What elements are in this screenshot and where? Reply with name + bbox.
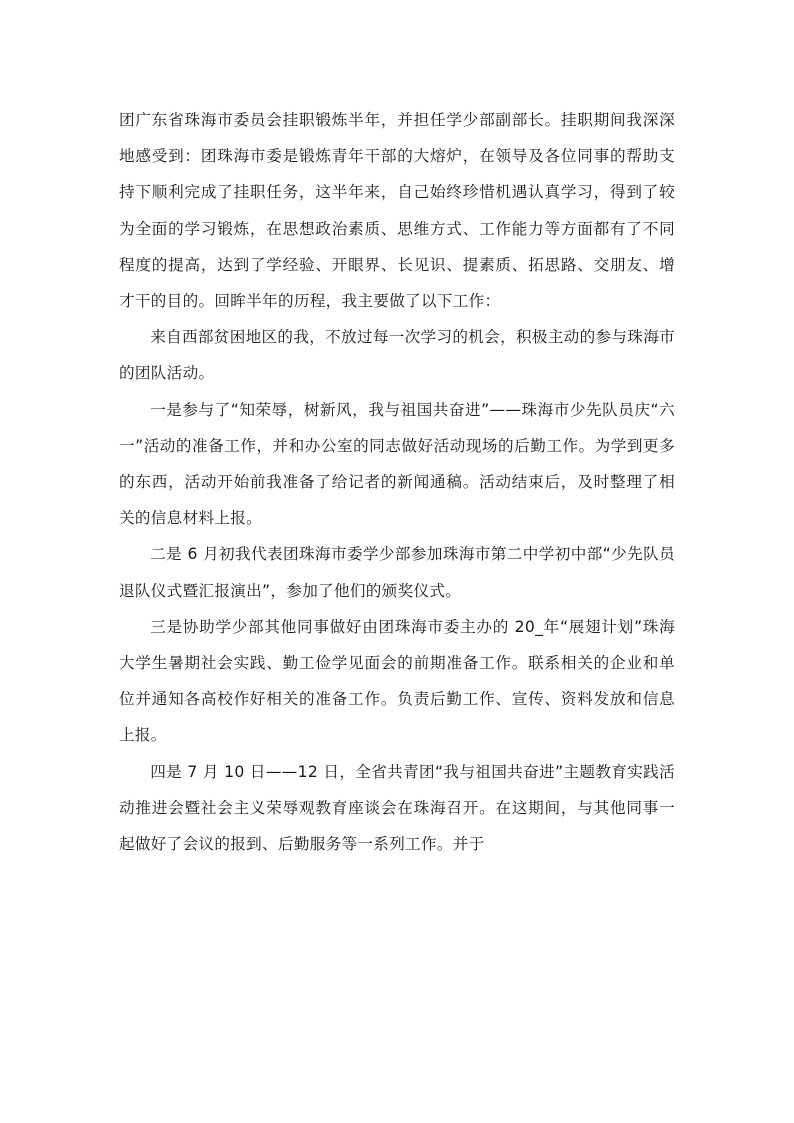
paragraph-item-two: 二是 6 月初我代表团珠海市委学少部参加珠海市第二中学初中部“少先队员退队仪式暨汇报演出”，参加了他们的颁奖仪式。 [119, 545, 675, 600]
paragraph-item-three: 三是协助学少部其他同事做好由团珠海市委主办的 20_年“展翅计划”珠海大学生暑期社会实践、勤工俭学见面会的前期准备工作。联系相关的企业和单位并通知各高校作好相关的准备工作。负责后勤工作、宣传、资料发放和信息上报。 [119, 617, 675, 745]
paragraph-item-four: 四是 7 月 10 日——12 日，全省共青团“我与祖国共奋进”主题教育实践活动推进会暨社会主义荣辱观教育座谈会在珠海召开。在这期间，与其他同事一起做好了会议的报到、后勤服务等一系列工作。并于 [119, 762, 675, 854]
document-body [119, 102, 675, 862]
paragraph-intro: 团广东省珠海市委员会挂职锻炼半年，并担任学少部副部长。挂职期间我深深地感受到：团珠海市委是锻炼青年干部的大熔炉，在领导及各位同事的帮助支持下顺利完成了挂职任务，这半年来，自己始终珍惜机遇认真学习，得到了较为全面的学习锻炼，在思想政治素质、思维方式、工作能力等方面都有了不同程度的提高，达到了学经验、开眼界、长见识、提素质、拓思路、交朋友、增才干的目的。回眸半年的历程，我主要做了以下工作： [119, 111, 675, 311]
paragraph-item-one: 一是参与了“知荣辱，树新风，我与祖国共奋进”——珠海市少先队员庆“六一”活动的准备工作，并和办公室的同志做好活动现场的后勤工作。为学到更多的东西，活动开始前我准备了给记者的新闻通稿。活动结束后，及时整理了相关的信息材料上报。 [119, 400, 675, 528]
paragraph-background: 来自西部贫困地区的我，不放过每一次学习的机会，积极主动的参与珠海市的团队活动。 [119, 328, 675, 383]
